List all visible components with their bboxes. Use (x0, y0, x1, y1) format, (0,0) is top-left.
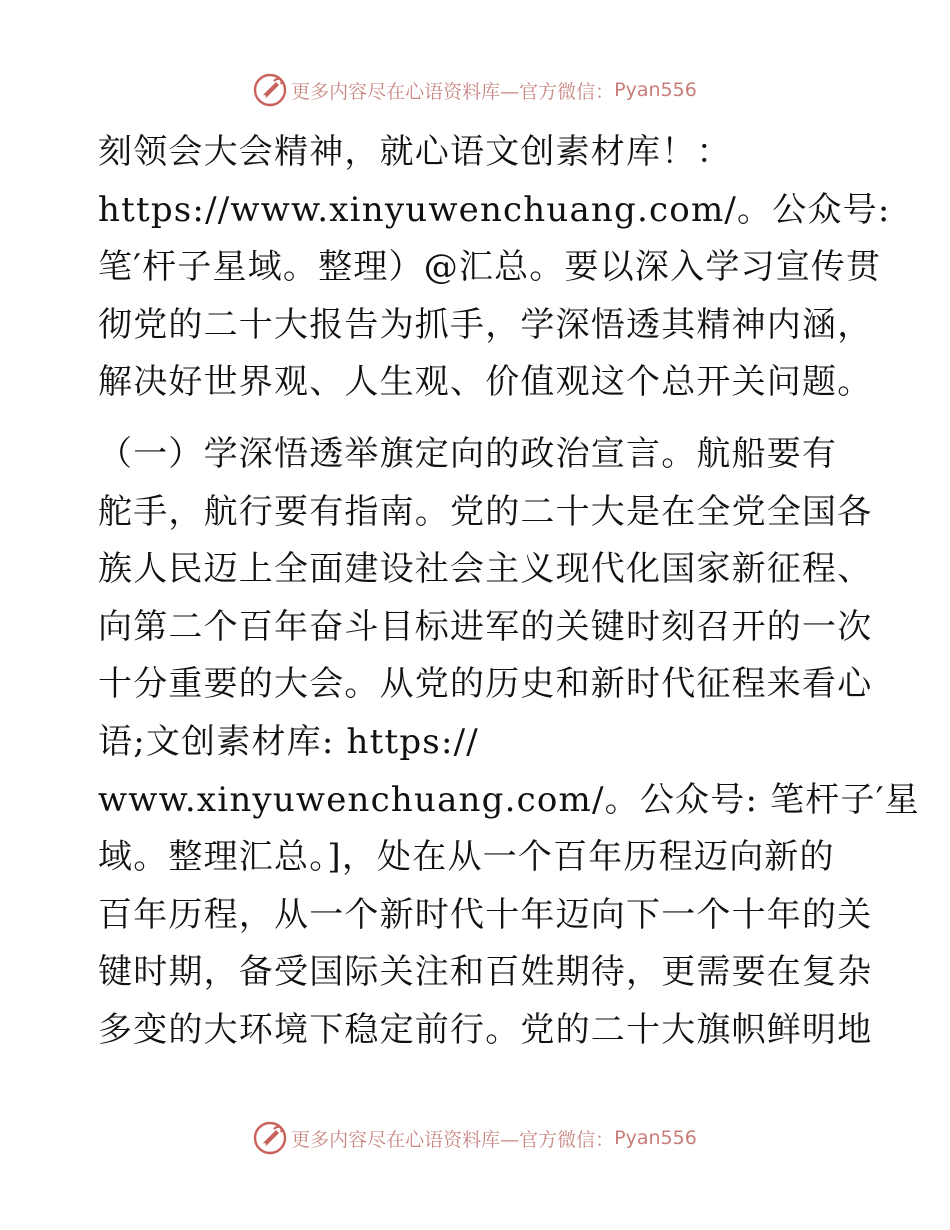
text-line: www.xinyuwenchuang.com/。公众号: 笔杆子′星 (98, 779, 920, 820)
text-line: 语;文创素材库: https:// (98, 721, 479, 762)
header-watermark-text: 更多内容尽在心语资料库—官方微信： (291, 80, 615, 103)
text-line: https://www.xinyuwenchuang.com/。公众号: (98, 189, 891, 230)
document-body (98, 124, 920, 1060)
text-line: 向第二个百年奋斗目标进军的关键时刻召开的一次 (98, 606, 873, 647)
text-line: 百年历程，从一个新时代十年迈向下一个十年的关 (98, 894, 873, 935)
text-line: 多变的大环境下稳定前行。党的二十大旗帜鲜明地 (98, 1009, 873, 1050)
footer-watermark (0, 1118, 950, 1158)
text-line: 域。整理汇总。]，处在从一个百年历程迈向新的 (98, 837, 835, 878)
header-watermark-id: Pyan556 (614, 79, 697, 101)
brand-logo-icon (253, 1121, 287, 1155)
text-line: 族人民迈上全面建设社会主义现代化国家新征程、 (98, 549, 873, 590)
text-line: 笔′杆子星域。整理）@汇总。要以深入学习宣传贯 (98, 247, 882, 288)
text-line: 刻领会大会精神，就心语文创素材库！： (98, 132, 732, 172)
text-line: 舵手，航行要有指南。党的二十大是在全党全国各 (98, 491, 873, 532)
section-heading-line: （一）学深悟透举旗定向的政治宣言。航船要有 (98, 433, 838, 474)
brand-logo-icon (253, 73, 287, 107)
text-line: 彻党的二十大报告为抓手，学深悟透其精神内涵， (98, 304, 873, 345)
text-line: 键时期，备受国际关注和百姓期待，更需要在复杂 (98, 952, 873, 993)
footer-watermark-id: Pyan556 (614, 1127, 697, 1149)
text-line: 十分重要的大会。从党的历史和新时代征程来看心 (98, 664, 873, 705)
header-watermark (0, 70, 950, 110)
text-line: 解决好世界观、人生观、价值观这个总开关问题。 (98, 362, 873, 403)
footer-watermark-text: 更多内容尽在心语资料库—官方微信： (291, 1128, 615, 1151)
